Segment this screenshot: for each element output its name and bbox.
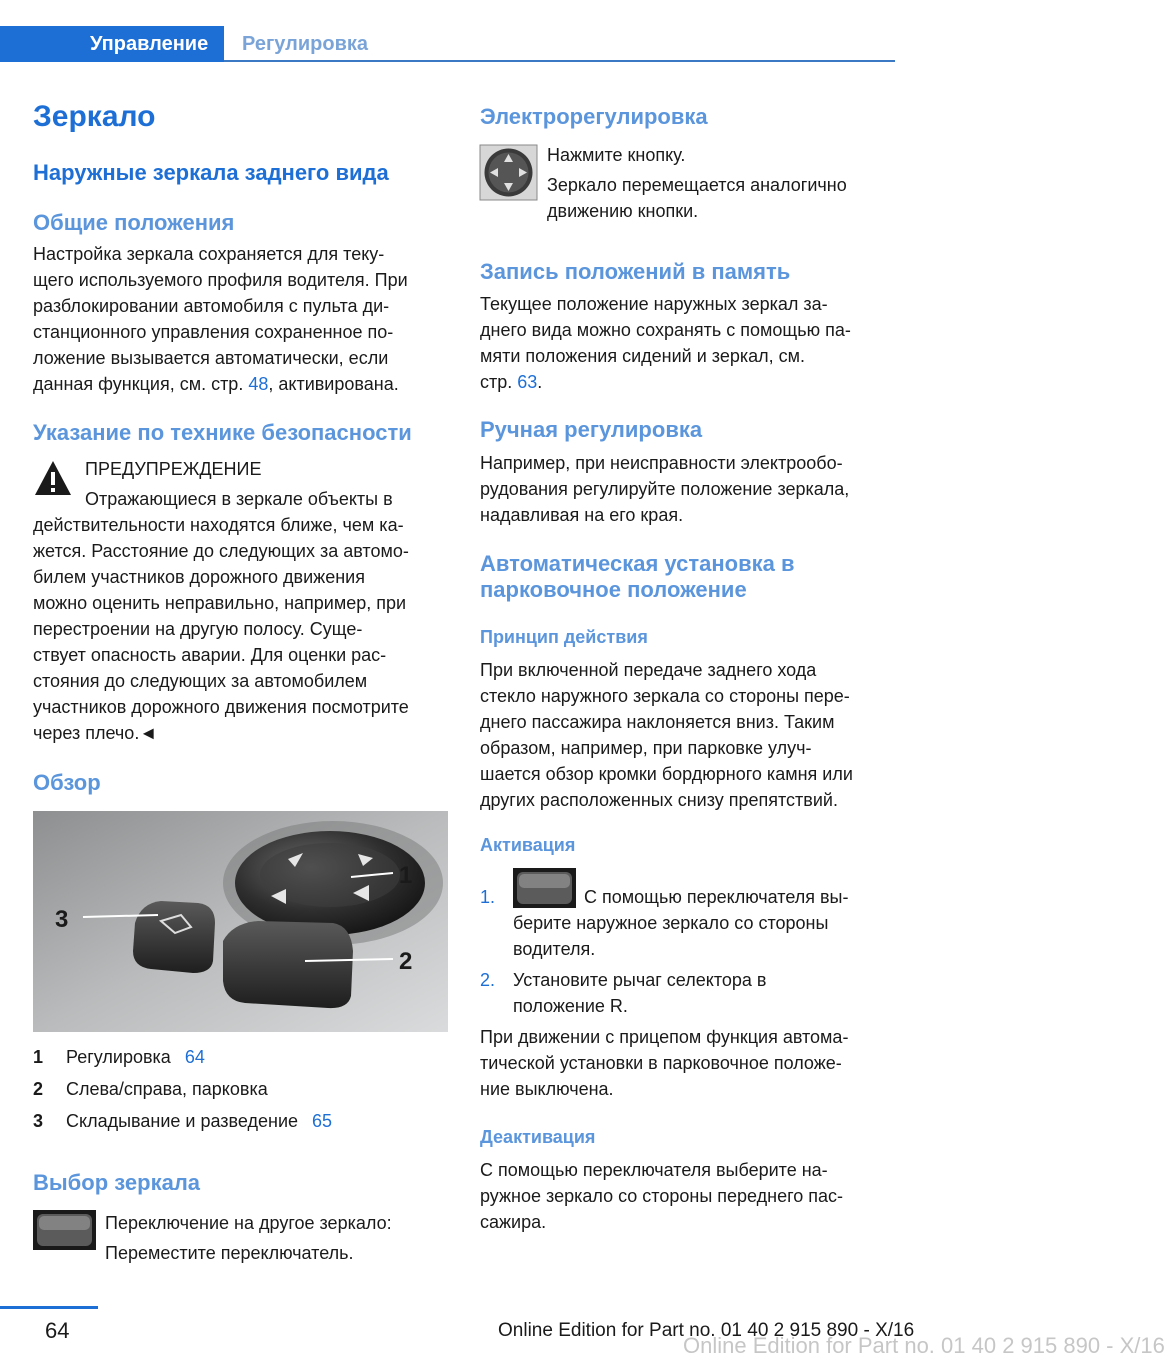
electric-line2: Зеркало перемещается аналогично [547, 175, 847, 195]
legend-number: 3 [33, 1111, 44, 1131]
page-title: Зеркало [33, 100, 156, 133]
text-fragment: . [537, 372, 543, 392]
text-line: стояния до следующих за автомобилем [33, 671, 368, 691]
overview-heading: Обзор [33, 770, 101, 795]
general-text [33, 241, 408, 397]
warning-label: ПРЕДУПРЕЖДЕНИЕ [85, 459, 262, 479]
page-link-48[interactable]: 48 [248, 374, 269, 394]
text-line: участников дорожного движения посмотрите [33, 697, 409, 717]
text-line: шается обзор кромки бордюрного камня или [480, 764, 853, 784]
callout-3: 3 [55, 906, 69, 933]
edition-text: Online Edition for Part no. 01 40 2 915 890 - X/16 [498, 1320, 915, 1341]
text-fragment: , активирована. [268, 374, 399, 394]
text-line: станционного управления сохраненное по- [33, 322, 394, 342]
text-line: других расположенных снизу препятствий. [480, 790, 838, 810]
text-fragment: стр. [480, 372, 518, 392]
text-line [480, 369, 851, 395]
mirror-select-line1: Переключение на другое зеркало: [105, 1213, 392, 1233]
electric-line3: движению кнопки. [547, 201, 699, 221]
callout-2: 2 [399, 948, 413, 975]
safety-heading: Указание по технике безопасности [33, 420, 412, 445]
legend-label: Регулировка [66, 1047, 171, 1067]
text-line: ствует опасность аварии. Для оценки рас- [33, 645, 387, 665]
text-line: можно оценить неправильно, например, при [33, 593, 407, 613]
warning-text [33, 512, 409, 746]
mirror-switch-icon [513, 868, 576, 908]
auto-park-heading-1: Автоматическая установка в [480, 551, 795, 576]
watermark: Online Edition for Part no. 01 40 2 915 890 - X/16 [683, 1333, 1165, 1358]
step-1-line1: С помощью переключателя вы- [584, 887, 849, 907]
mirror-switch-icon [33, 1210, 96, 1250]
legend-number: 1 [33, 1047, 44, 1067]
legend-label: Складывание и разведение [66, 1111, 299, 1131]
mirror-select-line2: Переместите переключатель. [105, 1243, 354, 1263]
deactivation-text [480, 1157, 843, 1235]
electric-line1: Нажмите кнопку. [547, 145, 686, 165]
mirror-controls-illustration [33, 811, 448, 1032]
text-line: рудования регулируйте положение зеркала, [480, 479, 850, 499]
footer-rule [0, 1306, 98, 1309]
text-line: днего пассажира наклоняется вниз. Таким [480, 712, 835, 732]
trailer-text [480, 1024, 848, 1102]
legend-label: Слева/справа, парковка [66, 1079, 268, 1099]
legend-text [66, 1044, 205, 1070]
legend-number: 2 [33, 1079, 44, 1099]
text-line: образом, например, при парковке улуч- [480, 738, 812, 758]
text-line: через плечо.◄ [33, 723, 158, 743]
text-line: щего используемого профиля водителя. При [33, 270, 408, 290]
manual-text [480, 450, 849, 528]
section-title: Наружные зеркала заднего вида [33, 160, 389, 185]
step-2-line2: положение R. [513, 996, 628, 1016]
text-fragment: данная функция, см. стр. [33, 374, 249, 394]
tab-adjustment[interactable]: Регулировка [242, 33, 369, 55]
direction-pad-icon [480, 145, 537, 200]
general-heading: Общие положения [33, 210, 235, 235]
text-line: Например, при неисправности электрообо- [480, 453, 843, 473]
electric-heading: Электрорегулировка [480, 104, 708, 129]
mirror-select-heading: Выбор зеркала [33, 1170, 201, 1195]
text-line: Текущее положение наружных зеркал за- [480, 294, 828, 314]
text-line: мяти положения сидений и зеркал, см. [480, 346, 806, 366]
activation-heading: Активация [480, 835, 576, 855]
text-line: днего вида можно сохранять с помощью па- [480, 320, 851, 340]
page-link-64[interactable]: 64 [184, 1047, 205, 1067]
text-line: ружное зеркало со стороны переднего пас- [480, 1186, 844, 1206]
text-line: ние выключена. [480, 1079, 614, 1099]
page-link-65[interactable]: 65 [312, 1111, 333, 1131]
text-line: жется. Расстояние до следующих за автомо- [33, 541, 409, 561]
chapter-tabs [0, 26, 895, 62]
deactivation-heading: Деактивация [480, 1127, 596, 1147]
auto-park-heading-2: парковочное положение [480, 577, 747, 602]
step-number: 2. [480, 970, 496, 990]
text-line: тической установки в парковочное положе- [480, 1053, 842, 1073]
text-line: При движении с прицепом функция автома- [480, 1027, 849, 1047]
manual-heading: Ручная регулировка [480, 417, 703, 442]
step-1-line3: водителя. [513, 939, 596, 959]
text-line: ложение вызывается автоматически, если [33, 348, 389, 368]
step-number: 1. [480, 887, 496, 907]
text-line [33, 371, 408, 397]
step-1-line2: берите наружное зеркало со стороны [513, 913, 829, 933]
tab-control[interactable]: Управление [0, 26, 224, 62]
page-number: 64 [45, 1318, 70, 1343]
text-line: сажира. [480, 1212, 547, 1232]
memory-heading: Запись положений в память [480, 259, 791, 284]
text-line: действительности находятся ближе, чем ка- [33, 515, 404, 535]
text-line: При включенной передаче заднего хода [480, 660, 817, 680]
memory-text [480, 291, 851, 395]
warning-first-line: Отражающиеся в зеркале объекты в [85, 489, 393, 509]
text-line: перестроении на другую полосу. Суще- [33, 619, 363, 639]
step-2-line1: Установите рычаг селектора в [513, 970, 767, 990]
warning-triangle-icon [33, 459, 73, 499]
text-line: разблокировании автомобиля с пульта ди- [33, 296, 390, 316]
text-line: С помощью переключателя выберите на- [480, 1160, 828, 1180]
text-line: Настройка зеркала сохраняется для теку- [33, 244, 385, 264]
text-line: билем участников дорожного движения [33, 567, 365, 587]
callout-1: 1 [399, 862, 413, 889]
page-link-63[interactable]: 63 [517, 372, 538, 392]
text-line: надавливая на его края. [480, 505, 684, 525]
principle-heading: Принцип действия [480, 627, 648, 647]
principle-text [480, 657, 853, 813]
legend-text [66, 1108, 332, 1134]
text-line: стекло наружного зеркала со стороны пере- [480, 686, 850, 706]
